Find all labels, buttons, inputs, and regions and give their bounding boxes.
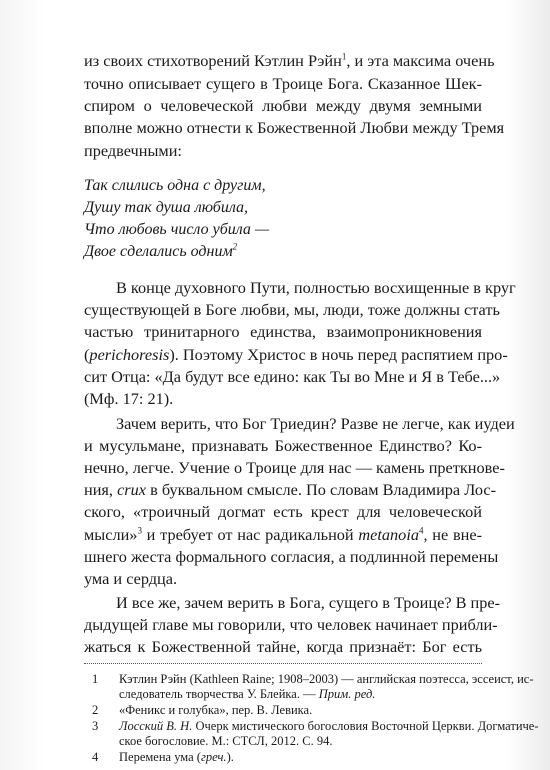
footnote-separator	[84, 663, 482, 664]
text-line: дыдущей главе мы говорили, что человек начинает прибли-	[84, 615, 498, 634]
text-line: частью тринитарного единства, взаимопроникновения	[84, 322, 482, 341]
footnote-text: следователь творчества У. Блейка. — Прим. ред.	[119, 687, 376, 701]
footnote-text: ское богословие. М.: СТСЛ, 2012. С. 94.	[119, 734, 333, 748]
text-line: ского, «троичный догмат есть крест для человеческой	[84, 502, 482, 521]
text-line: (Мф. 17: 21).	[84, 389, 174, 408]
footnote-ref: 1	[341, 51, 347, 62]
text-line: В конце духовного Пути, полностью восхищенные в круг	[116, 278, 516, 297]
text-line: сит Отца: «Да будут все едино: как Ты во Мне и Я в Тебе...»	[84, 367, 501, 386]
text-line: ума и сердца.	[84, 569, 178, 588]
text-line: (perichoresis). Поэтому Христос в ночь перед распятием про-	[84, 345, 508, 364]
text-line: точно описывает сущего в Троице Бога. Сказанное Шек-	[84, 74, 482, 93]
text-line: Зачем верить, что Бог Триедин? Разве не легче, как иудеи	[116, 414, 515, 433]
footnote-text: Кэтлин Рэйн (Kathleen Raine; 1908–2003) — английская поэтесса, эссеист, ис-	[119, 672, 534, 686]
footnote-ref: 4	[418, 525, 424, 536]
footnote-number: 3	[92, 719, 99, 733]
poem-line: Так слились одна с другим,	[84, 177, 266, 194]
footnote-ref: 2	[232, 241, 238, 252]
text-line: из своих стихотворений Кэтлин Рэйн$^1$, и эта максима очень	[84, 51, 495, 70]
text-line: ния, crux в буквальном смысле. По словам Владимира Лос-	[84, 480, 497, 499]
text-line: нечно, легче. Учение о Троице для нас — камень преткнове-	[84, 458, 505, 477]
text-line: предвечными:	[84, 141, 182, 160]
text-line: вполне можно отнести к Божественной Любви между Тремя	[84, 118, 505, 137]
footnote-text: Лосский В. Н. Очерк мистического богословия Восточной Церкви. Догматиче-	[119, 719, 539, 733]
poem-line: Двое сделались одним$^2$	[84, 241, 238, 260]
footnote-number: 1	[92, 672, 99, 686]
text-line: жаться к Божественной тайне, когда признаёт: Бог есть	[84, 637, 482, 656]
footnote-ref: 3	[137, 525, 142, 536]
text-line: шнего жеста формального согласия, а подлинной перемены	[84, 547, 499, 566]
text-line: И все же, зачем верить в Бога, сущего в Троице? В пре-	[116, 593, 501, 612]
footnote-number: 4	[92, 750, 99, 764]
text-line: и мусульмане, признавать Божественное Единство? Ко-	[84, 436, 482, 455]
text-line: существующей в Боге любви, мы, люди, тоже должны стать	[84, 300, 500, 319]
footnote-text: «Феникс и голубка», пер. В. Левика.	[119, 703, 313, 717]
footnote-number: 2	[92, 703, 99, 717]
footnote-text: Перемена ума (греч.).	[119, 750, 234, 764]
text-line: мысли»$^3$ и требует от нас радикальной metanoia$^4$, не вне-	[84, 525, 483, 544]
poem-line: Душу так душа любила,	[84, 199, 249, 216]
poem-line: Что любовь число убила —	[84, 221, 270, 238]
text-line: спиром о человеческой любви между двумя земными	[84, 96, 482, 115]
